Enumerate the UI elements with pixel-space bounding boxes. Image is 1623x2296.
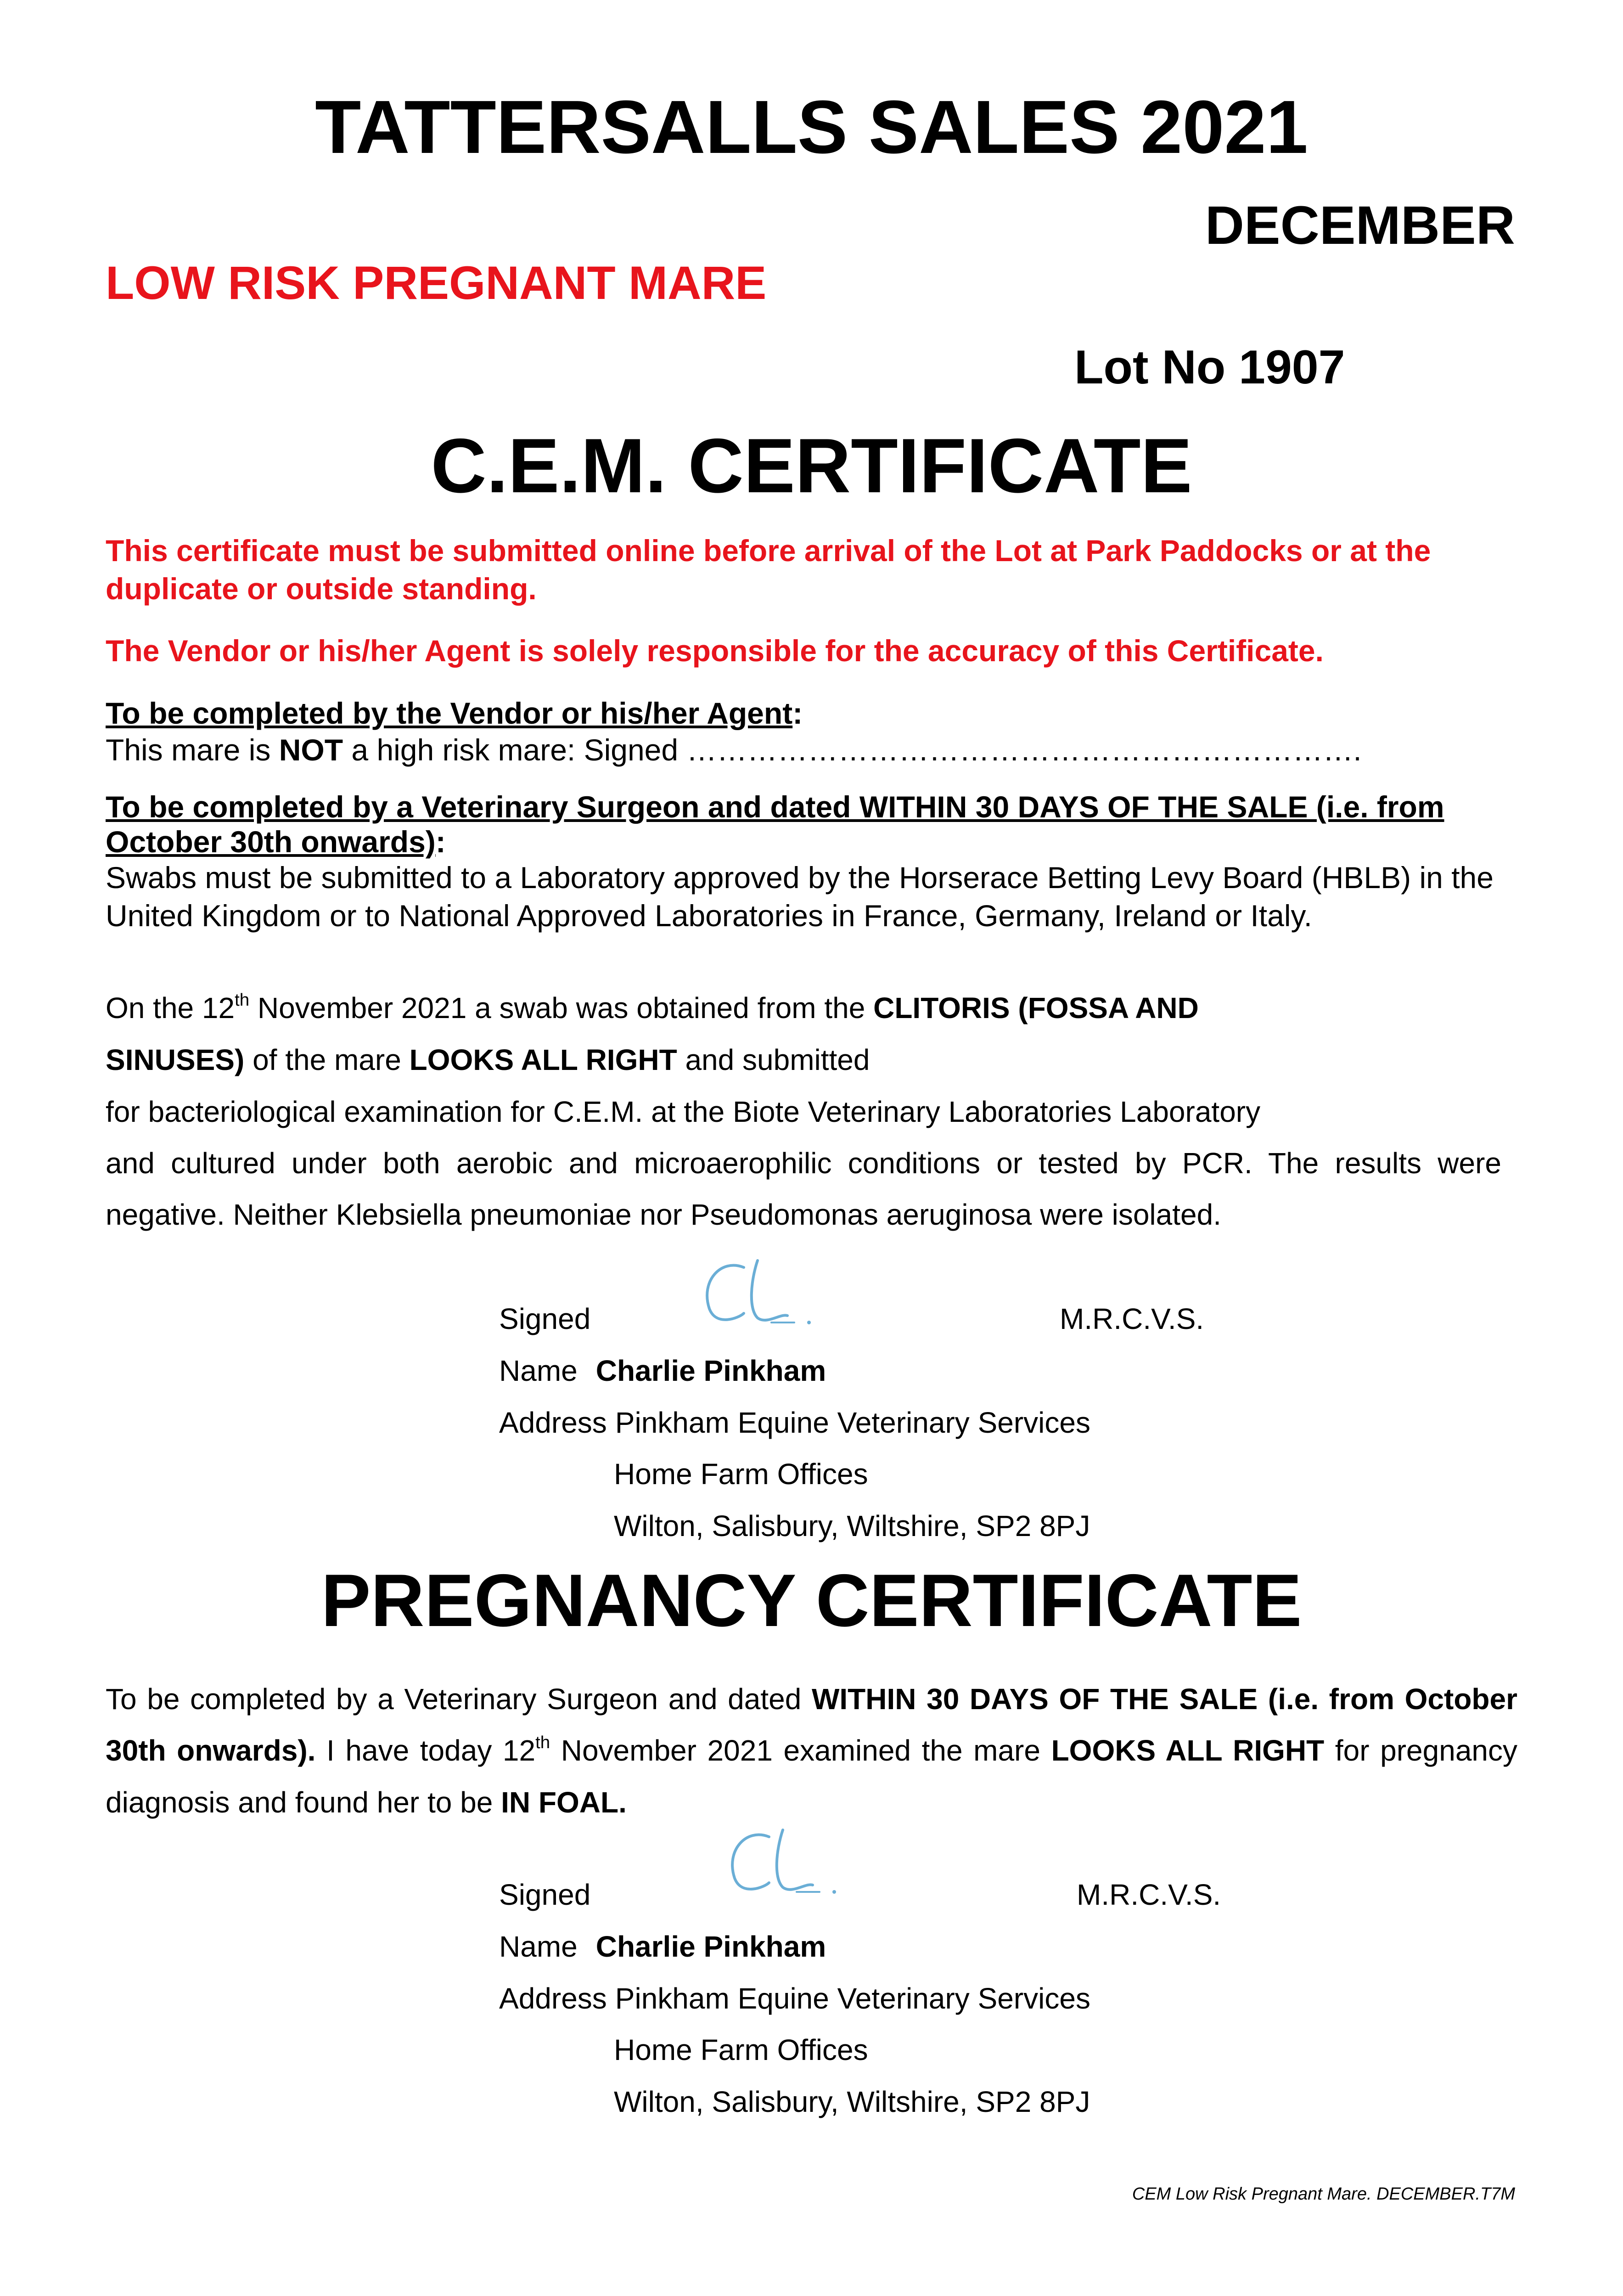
submission-notice: This certificate must be submitted online before arrival of the Lot at Park Paddocks or at the duplicate or outside standing. — [106, 534, 1431, 606]
pregnancy-result: IN FOAL. — [501, 1786, 627, 1819]
sale-month: DECEMBER — [1205, 195, 1515, 256]
pregnancy-vet-name: Charlie Pinkham — [595, 1930, 826, 1963]
cem-certificate-title: C.E.M. CERTIFICATE — [431, 422, 1192, 509]
cem-of-the-mare: of the mare — [244, 1043, 410, 1076]
vendor-declaration-not: NOT — [279, 733, 343, 767]
cem-date-suffix: th — [235, 990, 250, 1010]
pregnancy-date-prefix: I have today 12 — [315, 1734, 536, 1767]
lot-number: Lot No 1907 — [1074, 341, 1345, 394]
cem-body-line-4 — [106, 1148, 1501, 1178]
vendor-declaration-prefix: This mare is — [106, 733, 279, 767]
pregnancy-body-line-2 — [106, 1733, 1518, 1767]
vet-section-heading — [106, 790, 1529, 860]
swab-site: CLITORIS (FOSSA AND — [873, 991, 1199, 1024]
pregnancy-address-row — [499, 1984, 1090, 2013]
pregnancy-address-line-1: Pinkham Equine Veterinary Services — [615, 1982, 1090, 2015]
mare-name: LOOKS ALL RIGHT — [409, 1043, 677, 1076]
pregnancy-body-line-3 — [106, 1788, 627, 1817]
cem-name-row — [499, 1356, 826, 1385]
mare-category: LOW RISK PREGNANT MARE — [106, 257, 767, 309]
vet-heading-colon: : — [435, 824, 446, 859]
cem-culture-text: and cultured under both aerobic and microaerophilic conditions or tested by PCR. — [106, 1147, 1252, 1180]
swab-site-cont: SINUSES) — [106, 1043, 245, 1076]
pregnancy-body-line-1 — [106, 1684, 1517, 1714]
pregnancy-address-line-2: Home Farm Offices — [614, 2033, 868, 2066]
pregnancy-intro: To be completed by a Veterinary Surgeon and dated — [106, 1683, 812, 1716]
pregnancy-name-row — [499, 1932, 826, 1961]
document-title: TATTERSALLS SALES 2021 — [315, 85, 1308, 169]
cem-signature-image — [689, 1249, 826, 1336]
vendor-section-heading — [106, 694, 1529, 732]
pregnancy-signed-label: Signed — [499, 1878, 591, 1911]
pregnancy-certificate-title: PREGNANCY CERTIFICATE — [321, 1559, 1302, 1642]
cem-vet-name: Charlie Pinkham — [595, 1354, 826, 1387]
cem-address-row — [499, 1408, 1090, 1437]
cem-body-line-2 — [106, 1045, 870, 1075]
cem-address-line-3: Wilton, Salisbury, Wiltshire, SP2 8PJ — [614, 1509, 1090, 1542]
cem-address-line-1: Pinkham Equine Veterinary Services — [615, 1406, 1090, 1439]
cem-submitted: and submitted — [677, 1043, 870, 1076]
cem-name-label: Name — [499, 1354, 578, 1387]
cem-mrcvs-label: M.R.C.V.S. — [1060, 1302, 1204, 1335]
cem-results-text: The results were — [1268, 1147, 1501, 1180]
document-footer: CEM Low Risk Pregnant Mare. DECEMBER.T7M — [1132, 2184, 1515, 2204]
cem-address-label: Address — [499, 1406, 607, 1439]
pregnancy-for: for pregnancy — [1324, 1734, 1518, 1767]
cem-body-line-1 — [106, 990, 1199, 1024]
vet-heading-text: To be completed by a Veterinary Surgeon and dated WITHIN 30 DAYS OF THE SALE (i.e. from October 30th onwards) — [106, 790, 1444, 859]
vendor-declaration — [106, 731, 1529, 769]
pregnancy-deadline-cont: 30th onwards). — [106, 1734, 316, 1767]
swab-instructions: Swabs must be submitted to a Laboratory approved by the Horserace Betting Levy Board (HBLB) in the United Kingdom or to National Approved Laboratories in France, Germany, Ireland or Italy. — [106, 861, 1494, 933]
pregnancy-date-rest: November 2021 examined the mare — [550, 1734, 1051, 1767]
vendor-heading-colon: : — [792, 696, 803, 730]
pregnancy-date-suffix: th — [535, 1733, 550, 1753]
cem-body-line-5: negative. Neither Klebsiella pneumoniae nor Pseudomonas aeruginosa were isolated. — [106, 1198, 1221, 1231]
cem-signed-label: Signed — [499, 1302, 591, 1335]
pregnancy-deadline: WITHIN 30 DAYS OF THE SALE (i.e. from October — [811, 1683, 1518, 1716]
pregnancy-mrcvs-label: M.R.C.V.S. — [1077, 1878, 1221, 1911]
vendor-signature-line: a high risk mare: Signed …………………………………………………………. — [343, 733, 1362, 767]
pregnancy-address-label: Address — [499, 1982, 607, 2015]
cem-date-prefix: On the 12 — [106, 991, 235, 1024]
pregnancy-address-line-3: Wilton, Salisbury, Wiltshire, SP2 8PJ — [614, 2085, 1090, 2118]
pregnancy-signature-image — [714, 1818, 852, 1906]
pregnancy-diagnosis: diagnosis and found her to be — [106, 1786, 501, 1819]
pregnancy-mare-name: LOOKS ALL RIGHT — [1051, 1734, 1325, 1767]
responsibility-notice: The Vendor or his/her Agent is solely responsible for the accuracy of this Certificate. — [106, 634, 1324, 668]
pregnancy-name-label: Name — [499, 1930, 578, 1963]
cem-body-line-3: for bacteriological examination for C.E.M. at the Biote Veterinary Laboratories Laboratory — [106, 1095, 1261, 1128]
vendor-heading-text: To be completed by the Vendor or his/her Agent — [106, 696, 793, 730]
cem-address-line-2: Home Farm Offices — [614, 1458, 868, 1491]
cem-date-rest: November 2021 a swab was obtained from the — [249, 991, 874, 1024]
